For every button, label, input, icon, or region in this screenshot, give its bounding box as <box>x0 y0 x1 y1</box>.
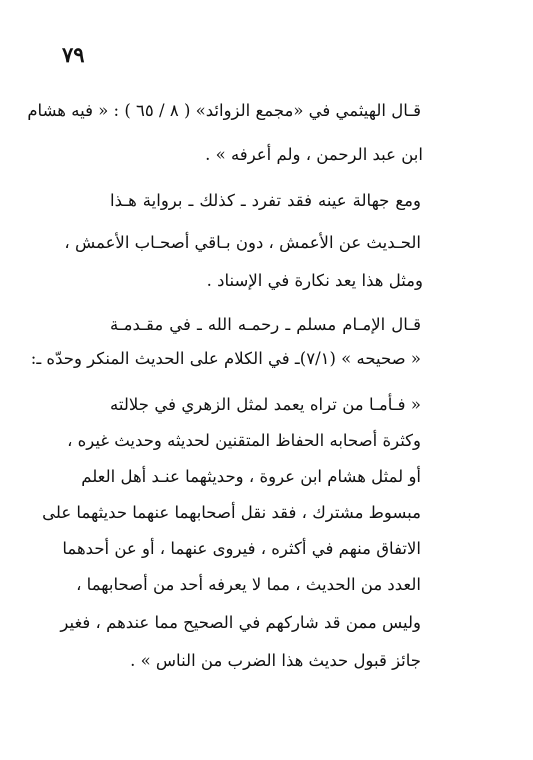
text-line: ومع جهالة عينه فقد تفرد ـ كذلك ـ برواية هـذا <box>110 191 421 210</box>
text-line: « فـأمـا من تراه يعمد لمثل الزهري في جلالته <box>110 395 421 414</box>
text-line: وكثرة أصحابه الحفاظ المتقنين لحديثه وحديث غيره ، <box>67 431 421 450</box>
text-line: الاتفاق منهم في أكثره ، فيروى عنهما ، أو عن أحدهما <box>62 539 421 558</box>
text-line: ومثل هذا يعد نكارة في الإسناد . <box>206 271 423 290</box>
text-line: مبسوط مشترك ، فقد نقل أصحابهما عنهما حديثهما على <box>42 503 421 522</box>
text-line: أو لمثل هشام ابن عروة ، وحديثهما عنـد أهل العلم <box>81 467 421 486</box>
text-line: « صحيحه » (٧/١)ـ في الكلام على الحديث المنكر وحدّه ـ: <box>30 349 421 368</box>
text-line: وليس ممن قد شاركهم في الصحيح مما عندهم ، فغير <box>60 613 421 632</box>
text-line: جائز قبول حديث هذا الضرب من الناس » . <box>130 651 421 670</box>
text-line: ابن عبد الرحمن ، ولم أعرفه » . <box>205 145 423 164</box>
text-line: الحـديث عن الأعمش ، دون بـاقي أصحـاب الأعمش ، <box>64 233 421 252</box>
text-line: العدد من الحديث ، مما لا يعرفه أحد من أصحابهما ، <box>76 575 421 594</box>
page-number: ٧٩ <box>62 42 85 67</box>
text-line: قـال الإمـام مسلم ـ رحمـه الله ـ في مقـدمـة <box>110 315 421 334</box>
text-line: قـال الهيثمي في «مجمع الزوائد» ( ٨ / ٦٥ ) : « فيه هشام <box>27 101 421 120</box>
